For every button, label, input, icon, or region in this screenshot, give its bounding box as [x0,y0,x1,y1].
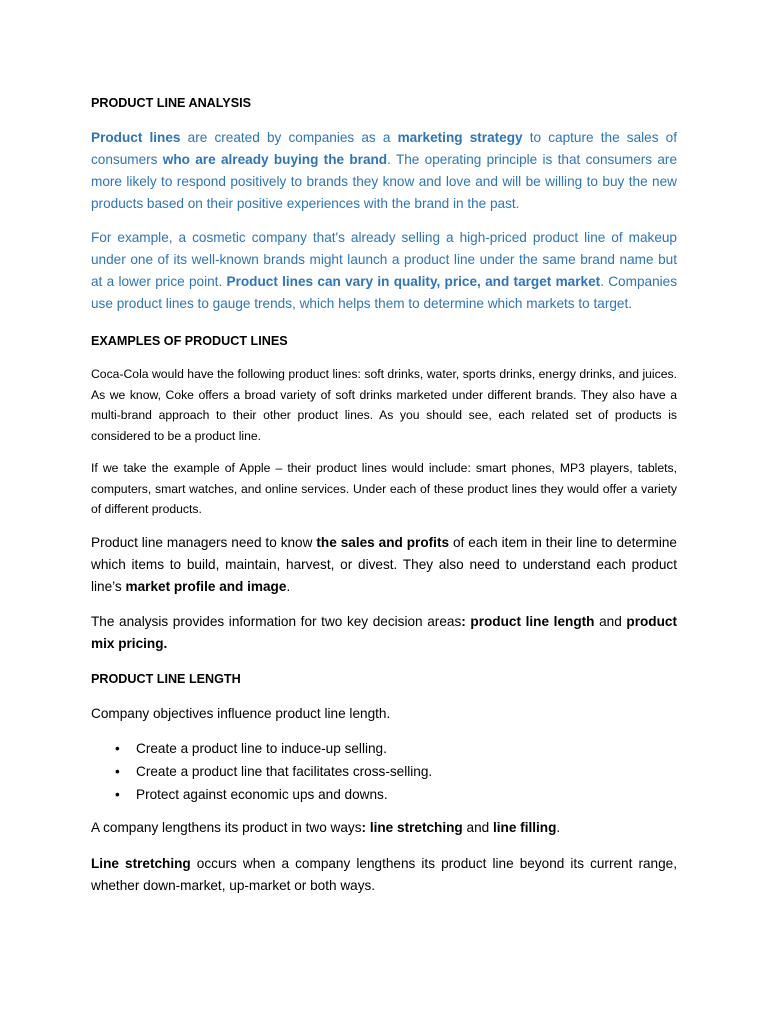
list-item [91,760,677,783]
paragraph-line-stretching [91,853,677,897]
paragraph-company-objectives: Company objectives influence product line length. [91,705,391,721]
text-run: . The operating principle is that consumers are more likely to respond positively to brands they know and love and will be willing to buy the new products based on their positive experiences with the brand in the past. [91,152,678,211]
bullet-icon: • [115,740,120,756]
text-run: of each item in their line to determine which items to build, maintain, harvest, or divest. They also need to understand each product line’s [91,534,677,594]
list-item-text: Create a product line that facilitates cross-selling. [136,763,433,779]
list-item-text: Create a product line to induce-up selling. [136,740,387,756]
text-run: . [286,578,291,594]
term-buying-the-brand: who are already buying the brand [162,152,388,167]
list-item [91,783,677,806]
term-marketing-strategy: marketing strategy [397,130,523,145]
term-product-line-length: : product line length [461,613,595,629]
paragraph-decision-areas [91,611,677,655]
paragraph-lengthens-two-ways [91,817,677,839]
document-page [91,94,677,897]
term-vary-in-quality: Product lines can vary in quality, price, and target market [226,274,601,289]
bullet-icon: • [115,786,120,802]
term-line-filling: line filling [492,819,557,835]
heading-examples-of-product-lines: EXAMPLES OF PRODUCT LINES [91,334,288,348]
term-line-stretching-def: Line stretching [91,855,191,871]
heading-product-line-analysis: PRODUCT LINE ANALYSIS [91,96,252,110]
term-market-profile: market profile and image [125,578,287,594]
bullet-icon: • [115,763,120,779]
text-run: and [462,819,493,835]
paragraph-coca-cola: Coca-Cola would have the following product lines: soft drinks, water, sports drinks, energy drinks, and juices. As we know, Coke offers a broad variety of soft drinks marketed under different brands. They also have a multi-brand approach to their other product lines. As you should see, each related set of products is considered to be a product line. [91,367,677,443]
text-run: For example, a cosmetic company that's already selling a high-priced product line of makeup under one of its well-known brands might launch a product line under the same brand name but at a lower price point. [91,230,677,289]
list-item [91,737,677,760]
text-run: to capture the sales of consumers [91,130,678,167]
term-sales-and-profits: the sales and profits [316,534,450,550]
paragraph-cosmetic-example [91,227,677,315]
paragraph-apple: If we take the example of Apple – their product lines would include: smart phones, MP3 players, tablets, computers, smart watches, and online services. Under each of these product lines they would offer a variety of different products. [91,461,677,516]
term-line-stretching: : line stretching [361,819,463,835]
text-run: A company lengthens its product in two ways [91,819,362,835]
text-run: and [594,613,627,629]
text-run: . Companies use product lines to gauge trends, which helps them to determine which markets to target. [91,274,678,311]
text-run: occurs when a company lengthens its product line beyond its current range, whether down-market, up-market or both ways. [91,855,677,893]
text-run: are created by companies as a [180,130,398,145]
paragraph-product-lines-intro [91,127,677,215]
text-run: . [556,819,561,835]
term-product-mix-pricing: product mix pricing. [91,613,677,651]
list-item-text: Protect against economic ups and downs. [136,786,388,802]
heading-product-line-length: PRODUCT LINE LENGTH [91,671,241,686]
text-run: Product line managers need to know [91,534,317,550]
text-run: The analysis provides information for two key decision areas [91,613,462,629]
term-product-lines: Product lines [91,130,181,145]
paragraph-product-line-managers [91,532,677,598]
bullet-list [91,737,677,806]
